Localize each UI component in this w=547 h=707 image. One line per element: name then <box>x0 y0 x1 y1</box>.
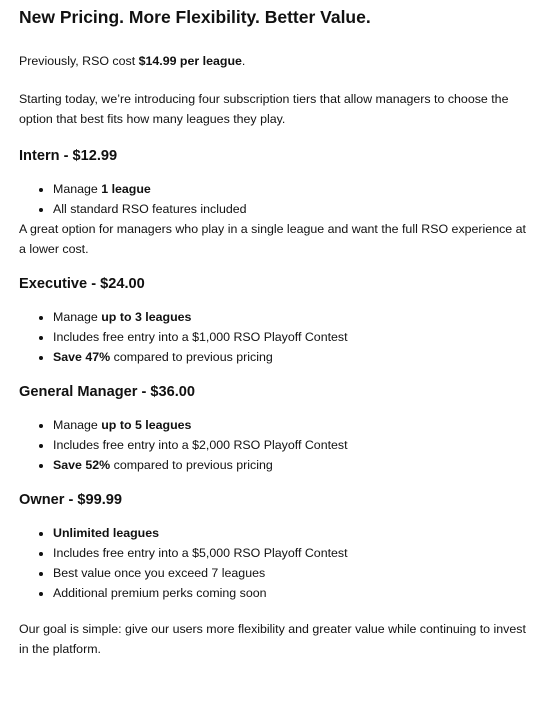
list-item: • Best value once you exceed 7 leagues <box>53 563 535 583</box>
list-item: • Manage up to 5 leagues <box>53 415 535 435</box>
list-item: • Manage 1 league <box>53 179 535 199</box>
tier-heading: Intern - $12.99 <box>19 148 118 164</box>
tier-feature-list <box>19 415 535 475</box>
tier-executive <box>19 275 535 367</box>
tier-heading: Executive - $24.00 <box>19 276 145 292</box>
tier-feature-list <box>19 179 535 219</box>
tier-intern <box>19 147 535 259</box>
previous-price-post: . <box>241 54 246 68</box>
previous-price-pre: Previously, RSO cost <box>19 54 139 68</box>
tier-owner <box>19 491 535 603</box>
list-item: • Additional premium perks coming soon <box>53 583 535 603</box>
tier-general-manager <box>19 383 535 475</box>
list-item: • All standard RSO features included <box>53 199 535 219</box>
list-item: • Includes free entry into a $2,000 RSO Playoff Contest <box>53 435 535 455</box>
list-item: • Manage up to 3 leagues <box>53 307 535 327</box>
list-item: • Includes free entry into a $5,000 RSO Playoff Contest <box>53 543 535 563</box>
previous-price-value: $14.99 per league <box>138 54 242 68</box>
previous-price-paragraph <box>19 51 535 71</box>
closing-paragraph: Our goal is simple: give our users more flexibility and greater value while continuing to invest in the platform. <box>19 622 526 656</box>
tier-heading: General Manager - $36.00 <box>19 384 196 400</box>
list-item: • Includes free entry into a $1,000 RSO Playoff Contest <box>53 327 535 347</box>
page-title: New Pricing. More Flexibility. Better Value. <box>19 7 371 27</box>
list-item: • Unlimited leagues <box>53 523 535 543</box>
list-item: • Save 52% compared to previous pricing <box>53 455 535 475</box>
list-item: • Save 47% compared to previous pricing <box>53 347 535 367</box>
tier-feature-list <box>19 307 535 367</box>
tier-description: A great option for managers who play in a single league and want the full RSO experience at a lower cost. <box>19 222 526 256</box>
intro-paragraph: Starting today, we’re introducing four subscription tiers that allow managers to choose the option that best fits how many leagues they play. <box>19 92 509 126</box>
tier-feature-list <box>19 523 535 603</box>
tier-heading: Owner - $99.99 <box>19 492 123 508</box>
